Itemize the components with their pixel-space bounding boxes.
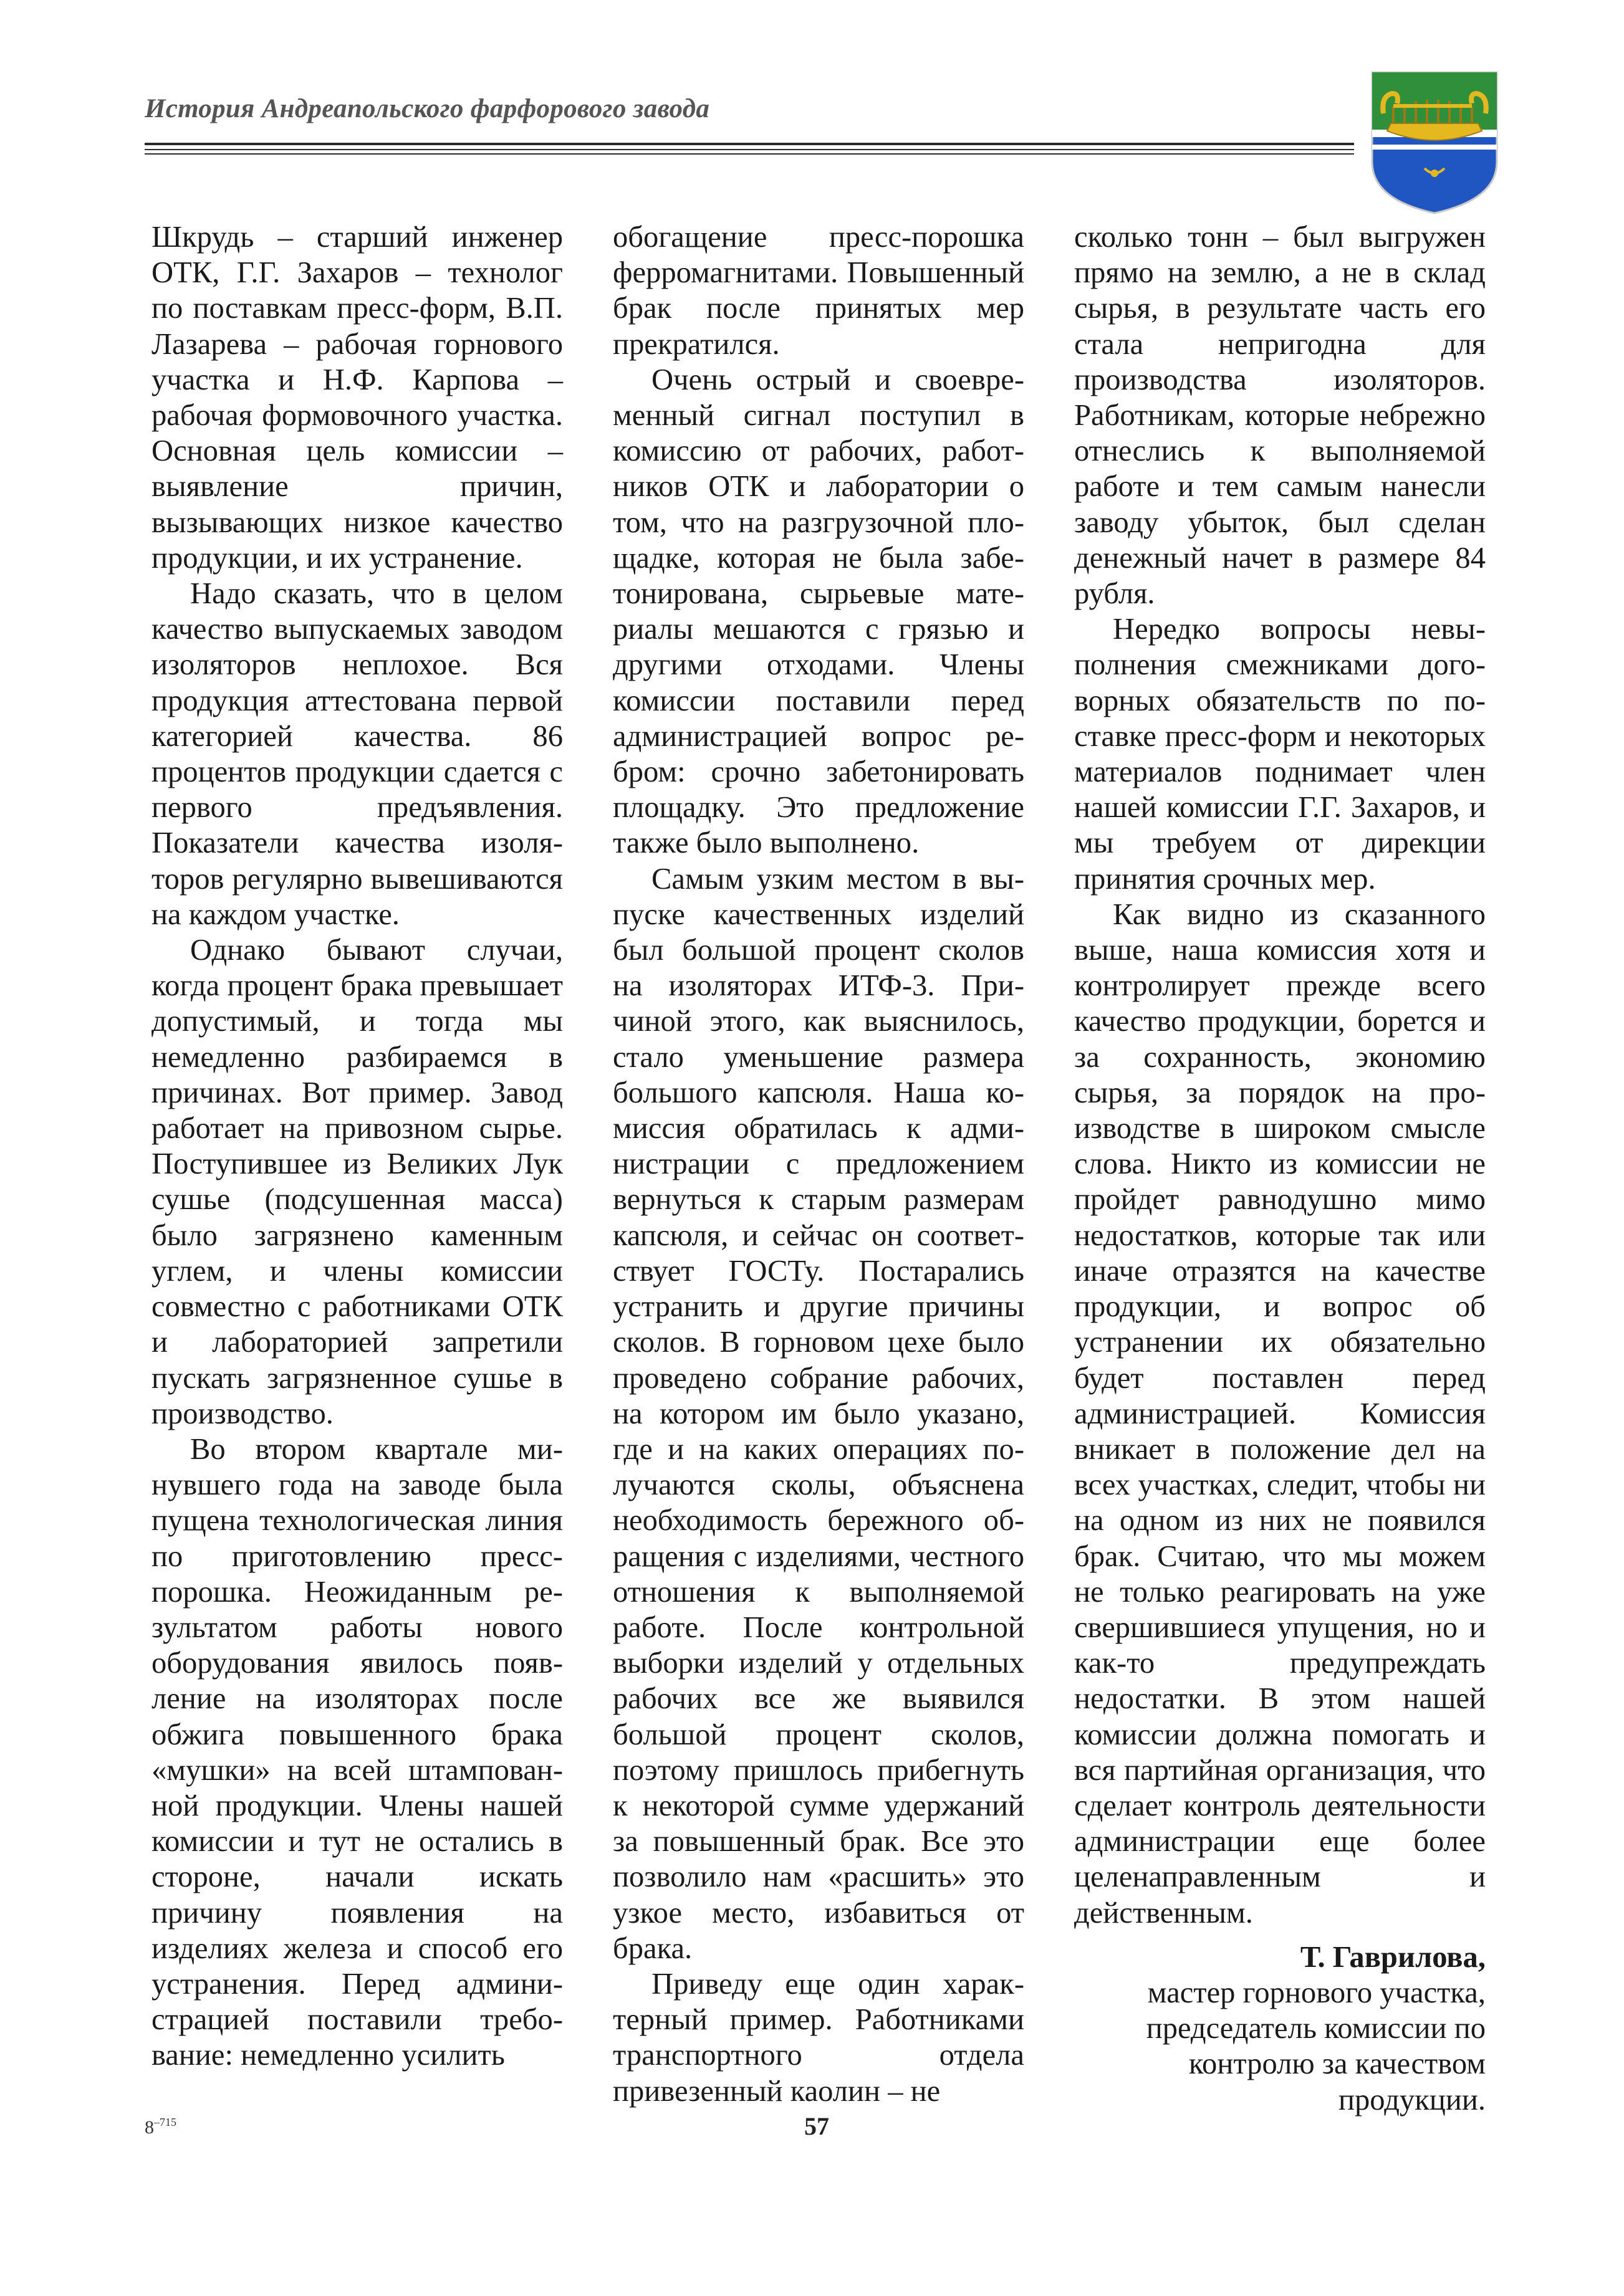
paragraph: Приведу еще один характерный пример. Работниками транспортного отдела привезенный каолин – не — [613, 1966, 1024, 2108]
paragraph: обогащение пресс-порошка ферромагнитами. Повышенный брак после принятых мер прекратился. — [613, 220, 1024, 361]
paragraph: сколько тонн – был выгружен прямо на землю, а не в склад сырья, в результате часть его стала непригодна для производства изоляторов. Работникам, которые небрежно отнеслись к выполняемой работе и тем самым нанесли заводу убыток, был сделан денежный начет в размере 84 рубля. — [1074, 220, 1486, 611]
paragraph: Надо сказать, что в целом качество выпускаемых заводом изоляторов неплохое. Вся продукция аттестована первой категорией качества. 86 процентов продукции сдается с первого предъявления. Показатели качества изоляторов регулярно вывешиваются на каждом участке. — [151, 576, 563, 931]
author-name: Т. Гаврилова, — [1300, 1940, 1486, 1974]
text-column-2 — [613, 219, 1024, 2109]
text-column-1 — [151, 219, 563, 2074]
paragraph: Нередко вопросы невыполнения смежниками договорных обязательств по поставке пресс-форм и некоторых материалов поднимает член нашей комиссии Г.Г. Захаров, и мы требуем от дирекции принятия срочных мер. — [1074, 612, 1486, 896]
header-rule — [145, 149, 1354, 150]
page-number: 57 — [804, 2112, 829, 2140]
author-signature — [1074, 1940, 1486, 2118]
header-rule — [145, 153, 1354, 155]
header-rule — [145, 143, 1354, 145]
paragraph: Шкрудь – старший инженер ОТК, Г.Г. Захаров – технолог по поставкам пресс-форм, В.П. Лазарева – рабочая горнового участка и Н.Ф. Карпова – рабочая формовочного участка. Основная цель комиссии – выявление причин, вызывающих низкое качество продукции, и их устранение. — [151, 220, 563, 575]
signature-mark-sup: –715 — [154, 2116, 176, 2128]
paragraph: Самым узким местом в выпуске качественных изделий был большой процент сколов на изоляторах ИТФ-3. Причиной этого, как выяснилось, стало уменьшение размера большого капсюля. Наша комиссия обратилась к администрации с предложением вернуться к старым размерам капсюля, и сейчас он соответствует ГОСТу. Постарались устранить и другие причины сколов. В горновом цехе было проведено собрание рабочих, на котором им было указано, где и на каких операциях получаются сколы, объяснена необходимость бережного обращения с изделиями, честного отношения к выполняемой работе. После контрольной выборки изделий у отдельных рабочих все же выявился большой процент сколов, поэтому пришлось прибегнуть к некоторой сумме удержаний за повышенный брак. Все это позволило нам «расшить» это узкое место, избавиться от брака. — [613, 861, 1024, 1965]
author-role-line: председатель комиссии по — [1146, 2011, 1486, 2045]
paragraph: Однако бывают случаи, когда процент брака превышает допустимый, и тогда мы немедленно разбираемся в причинах. Вот пример. Завод работает на привозном сырье. Поступившее из Великих Лук сушье (подсушенная масса) было загрязнено каменным углем, и члены комиссии совместно с работниками ОТК и лабораторией запретили пускать загрязненное сушье в производство. — [151, 933, 563, 1430]
printer-signature-mark — [145, 2116, 176, 2138]
paragraph: Как видно из сказанного выше, наша комиссия хотя и контролирует прежде всего качество продукции, борется и за сохранность, экономию сырья, за порядок на производстве в широком смысле слова. Никто из комиссии не пройдет равнодушно мимо недостатков, которые так или иначе отразятся на качестве продукции, и вопрос об устранении их обязательно будет поставлен перед администрацией. Комиссия вникает в положение дел на всех участках, следит, чтобы ни на одном из них не появился брак. Считаю, что мы можем не только реагировать на уже свершившиеся упущения, но и как-то предупреждать недостатки. В этом нашей комиссии должна помогать и вся партийная организация, что сделает контроль деятельности администрации еще более целенаправленным и действенным. — [1074, 897, 1486, 1930]
paragraph: Очень острый и своевременный сигнал поступил в комиссию от рабочих, работников ОТК и лаборатории о том, что на разгрузочной площадке, которая не была забетонирована, сырьевые материалы мешаются с грязью и другими отходами. Члены комиссии поставили перед администрацией вопрос ребром: срочно забетонировать площадку. Это предложение также было выполнено. — [613, 362, 1024, 860]
paragraph: Во втором квартале минувшего года на заводе была пущена технологическая линия по приготовлению пресс-порошка. Неожиданным результатом работы нового оборудования явилось появление на изоляторах после обжига повышенного брака «мушки» на всей штампованной продукции. Члены нашей комиссии и тут не остались в стороне, начали искать причину появления на изделиях железа и способ его устранения. Перед администрацией поставили требование: немедленно усилить — [151, 1432, 563, 2072]
text-column-3 — [1074, 219, 1486, 2118]
author-role-line: продукции. — [1338, 2082, 1486, 2117]
author-role-line: контролю за качеством — [1188, 2047, 1486, 2081]
author-role-line: мастер горнового участка, — [1147, 1975, 1486, 2009]
running-header-title: История Андреапольского фарфорового завода — [145, 94, 710, 123]
signature-mark-number: 8 — [145, 2117, 154, 2138]
andreapol-coat-of-arms-icon — [1368, 69, 1501, 216]
